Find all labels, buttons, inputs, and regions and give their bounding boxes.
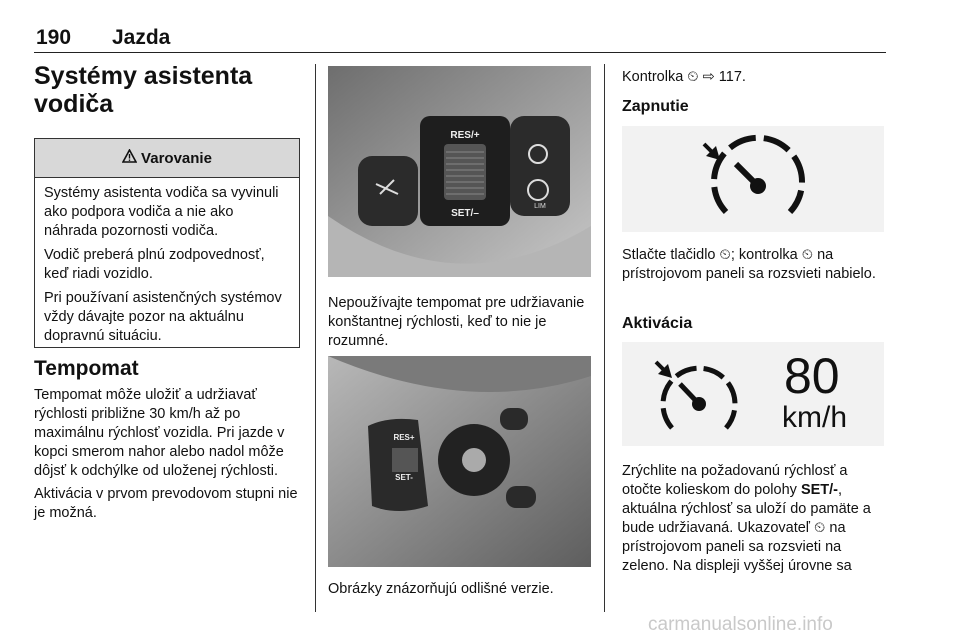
warning-triangle-icon — [122, 149, 137, 167]
activation-text-part2: , aktuálna rýchlosť sa uloží do pamäte a bude udržiavaná. Ukazovateľ ⏲ na prístrojovom paneli sa rozsvieti na zeleno. Na displeji vyššej úrovne sa — [622, 482, 871, 574]
speed-value: 80 — [784, 348, 840, 404]
page-number: 190 — [36, 26, 72, 49]
switch-on-text: Stlačte tlačidlo ⏲; kontrolka ⏲ na prístrojovom paneli sa rozsvieti nabielo. — [622, 247, 876, 282]
activation-text — [622, 462, 890, 576]
page-heading: Systémy asistenta vodiča — [34, 62, 253, 118]
warning-heading: Varovanie — [141, 149, 212, 167]
speed-unit: km/h — [782, 401, 848, 434]
res-label-2: RES+ — [393, 433, 415, 442]
steering-controls-photo-1 — [328, 66, 591, 277]
caption-2: Obrázky znázorňujú odlišné verzie. — [328, 581, 554, 597]
column-divider-2 — [604, 64, 605, 612]
section-title: Jazda — [112, 26, 171, 49]
warning-box — [34, 138, 300, 348]
cruise-paragraph: Tempomat môže uložiť a udržiavať rýchlosti približne 30 km/h až po maximálnu rýchlosť vozidla. Pri jazde v kopci smerom nahor alebo nadol môže dôjsť k odchýlke od uloženej rýchlosti. — [34, 387, 285, 479]
set-label: SET/– — [451, 208, 479, 219]
switch-on-heading: Zapnutie — [622, 98, 689, 115]
set-label-2: SET- — [395, 473, 413, 482]
cruise-text — [34, 386, 302, 527]
watermark: carmanualsonline.info — [648, 614, 833, 635]
warning-paragraph: Vodič preberá plnú zodpovednosť, keď riadi vozidlo. — [44, 247, 265, 282]
caption-1: Nepoužívajte tempomat pre udržiavanie konštantnej rýchlosti, keď to nie je rozumné. — [328, 295, 585, 349]
speed-display-illustration — [622, 342, 884, 446]
warning-body — [35, 178, 299, 346]
cruise-button-illustration — [622, 126, 884, 232]
res-label: RES/+ — [450, 130, 480, 141]
activation-heading: Aktivácia — [622, 315, 693, 332]
lim-label: LIM — [534, 203, 546, 210]
steering-controls-photo-2 — [328, 356, 591, 567]
header-divider — [34, 52, 886, 53]
activation-text-part1: Zrýchlite na požadovanú rýchlosť a otočte kolieskom do polohy — [622, 463, 848, 498]
set-position-label: SET/- — [800, 482, 838, 498]
cruise-paragraph: Aktivácia v prvom prevodovom stupni nie je možná. — [34, 486, 298, 521]
column-divider-1 — [315, 64, 316, 612]
warning-paragraph: Pri používaní asistenčných systémov vždy dávajte pozor na aktuálnu dopravnú situáciu. — [44, 290, 282, 344]
cruise-control-icon — [622, 126, 884, 232]
cruise-heading: Tempomat — [34, 357, 139, 380]
warning-paragraph: Systémy asistenta vodiča sa vyvinuli ako podpora vodiča a nie ako náhrada pozornosti vodiča. — [44, 185, 279, 239]
indicator-reference: Kontrolka ⏲ ⇨ 117. — [622, 69, 746, 85]
warning-header — [35, 139, 299, 178]
